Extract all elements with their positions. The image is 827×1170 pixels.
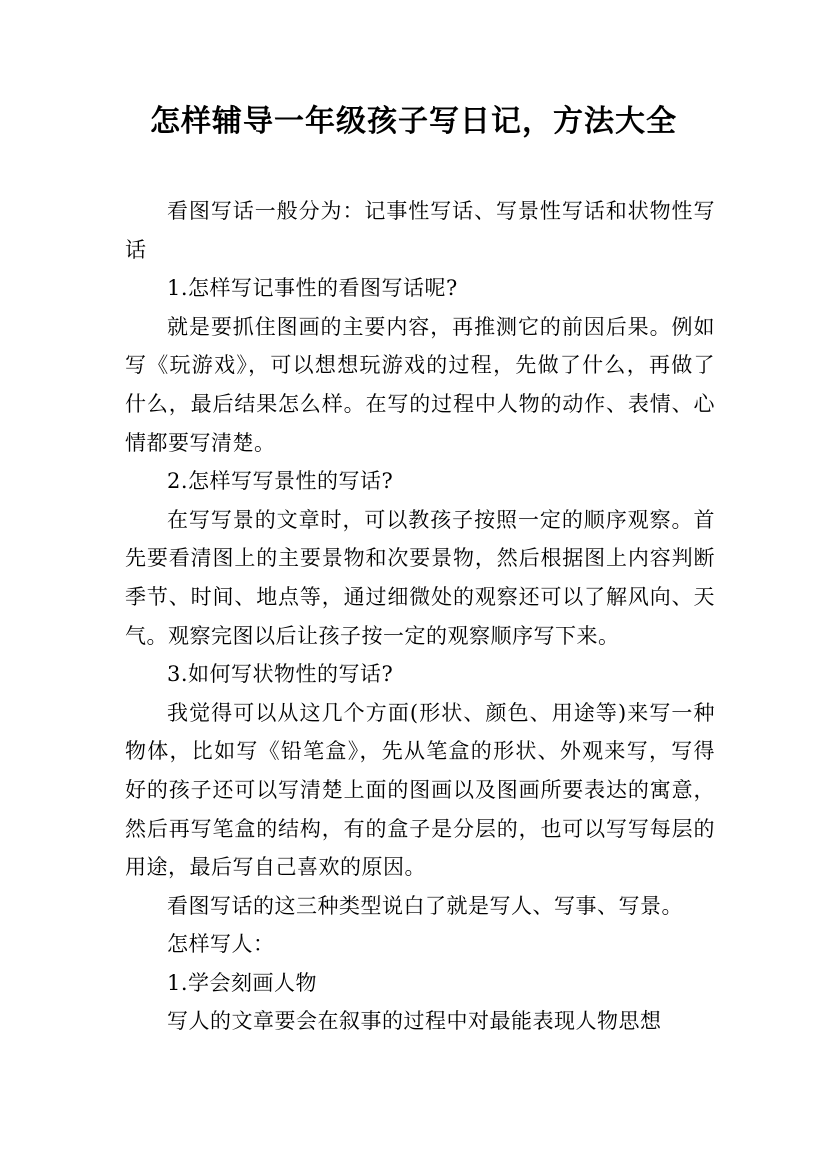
subheading-characters: 1.学会刻画人物 xyxy=(167,970,318,995)
heading-object: 3.如何写状物性的写话? xyxy=(167,662,394,687)
paragraph-intro: 看图写话一般分为：记事性写话、写景性写话和状物性写话 xyxy=(125,199,715,262)
document-body xyxy=(125,192,715,1041)
heading-scenery: 2.怎样写写景性的写话? xyxy=(167,469,394,494)
heading-people: 怎样写人： xyxy=(167,932,275,957)
heading-narrative: 1.怎样写记事性的看图写话呢? xyxy=(167,276,458,301)
paragraph-scenery: 在写写景的文章时，可以教孩子按照一定的顺序观察。首先要看清图上的主要景物和次要景物，然后根据图上内容判断季节、时间、地点等，通过细微处的观察还可以了解风向、天气。观察完图以后让孩子按一定的观察顺序写下来。 xyxy=(125,507,715,648)
paragraph-object: 我觉得可以从这几个方面(形状、颜色、用途等)来写一种物体，比如写《铅笔盒》，先从笔盒的形状、外观来写，写得好的孩子还可以写清楚上面的图画以及图画所要表达的寓意，然后再写笔盒的结构，有的盒子是分层的，也可以写写每层的用途，最后写自己喜欢的原因。 xyxy=(125,700,715,880)
paragraph-characters: 写人的文章要会在叙事的过程中对最能表现人物思想 xyxy=(167,1009,662,1034)
paragraph-narrative: 就是要抓住图画的主要内容，再推测它的前因后果。例如写《玩游戏》，可以想想玩游戏的过程，先做了什么，再做了什么，最后结果怎么样。在写的过程中人物的动作、表情、心情都要写清楚。 xyxy=(125,314,715,455)
paragraph-summary: 看图写话的这三种类型说白了就是写人、写事、写景。 xyxy=(167,893,683,918)
document-title: 怎样辅导一年级孩子写日记，方法大全 xyxy=(150,104,677,139)
